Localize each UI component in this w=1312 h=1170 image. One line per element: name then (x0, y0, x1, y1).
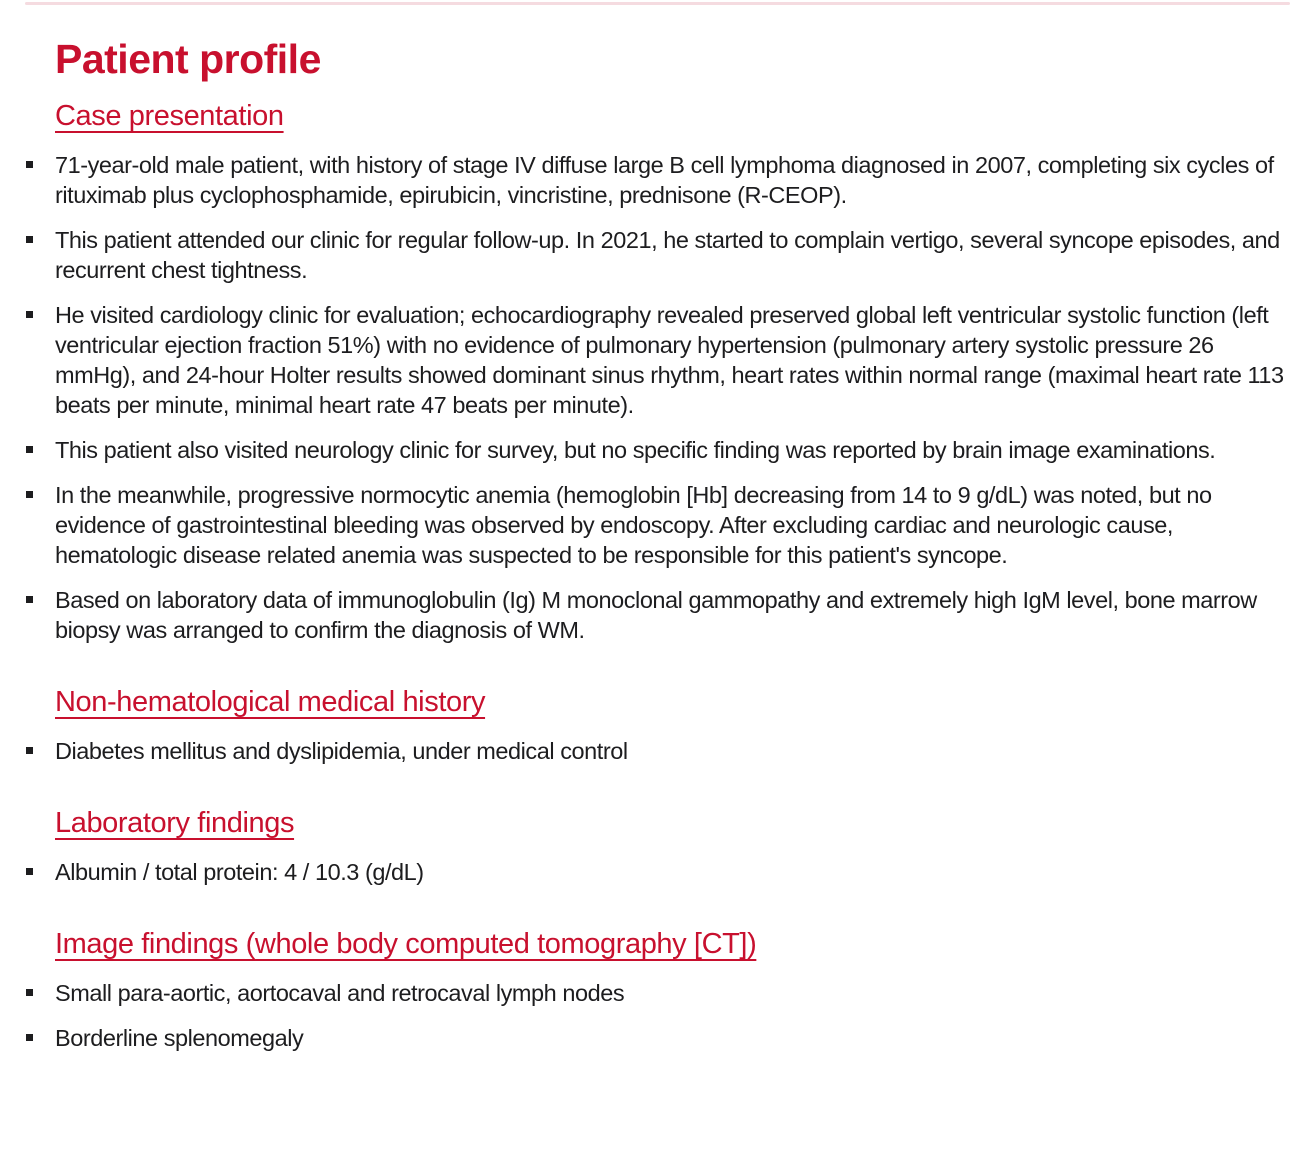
bullet-list-laboratory-findings (55, 857, 1288, 887)
section-heading-image-findings: Image findings (whole body computed tomography [CT]) (55, 928, 757, 960)
list-item: He visited cardiology clinic for evaluation; echocardiography revealed preserved global left ventricular systolic function (left ventricular ejection fraction 51%) with no evidence of pulmonary hypertension (pulmonary artery systolic pressure 26 mmHg), and 24-hour Holter results showed dominant sinus rhythm, heart rates within normal range (maximal heart rate 113 beats per minute, minimal heart rate 47 beats per minute). (55, 300, 1288, 420)
list-item: This patient also visited neurology clinic for survey, but no specific finding was reported by brain image examinations. (55, 435, 1288, 465)
section-non-hematological-history (55, 685, 1288, 766)
list-item: Based on laboratory data of immunoglobulin (Ig) M monoclonal gammopathy and extremely high IgM level, bone marrow biopsy was arranged to confirm the diagnosis of WM. (55, 585, 1288, 645)
section-heading-case-presentation: Case presentation (55, 100, 284, 132)
bullet-list-image-findings (55, 978, 1288, 1053)
section-heading-laboratory-findings: Laboratory findings (55, 807, 295, 839)
section-case-presentation (55, 99, 1288, 645)
list-item: In the meanwhile, progressive normocytic anemia (hemoglobin [Hb] decreasing from 14 to 9 g/dL) was noted, but no evidence of gastrointestinal bleeding was observed by endoscopy. After excluding cardiac and neurologic cause, hematologic disease related anemia was suspected to be responsible for this patient's syncope. (55, 480, 1288, 570)
bullet-list-case-presentation (55, 150, 1288, 645)
list-item: Small para-aortic, aortocaval and retrocaval lymph nodes (55, 978, 1288, 1008)
page-title: Patient profile (55, 36, 321, 82)
list-item: Diabetes mellitus and dyslipidemia, under medical control (55, 736, 1288, 766)
list-item: This patient attended our clinic for regular follow-up. In 2021, he started to complain vertigo, several syncope episodes, and recurrent chest tightness. (55, 225, 1288, 285)
section-heading-non-hematological-history: Non-hematological medical history (55, 686, 486, 718)
section-laboratory-findings (55, 806, 1288, 887)
bullet-list-non-hematological-history (55, 736, 1288, 766)
list-item: Borderline splenomegaly (55, 1023, 1288, 1053)
list-item: 71-year-old male patient, with history of stage IV diffuse large B cell lymphoma diagnosed in 2007, completing six cycles of rituximab plus cyclophosphamide, epirubicin, vincristine, prednisone (R-CEOP). (55, 150, 1288, 210)
list-item: Albumin / total protein: 4 / 10.3 (g/dL) (55, 857, 1288, 887)
top-divider (25, 2, 1290, 5)
section-image-findings (55, 927, 1288, 1053)
